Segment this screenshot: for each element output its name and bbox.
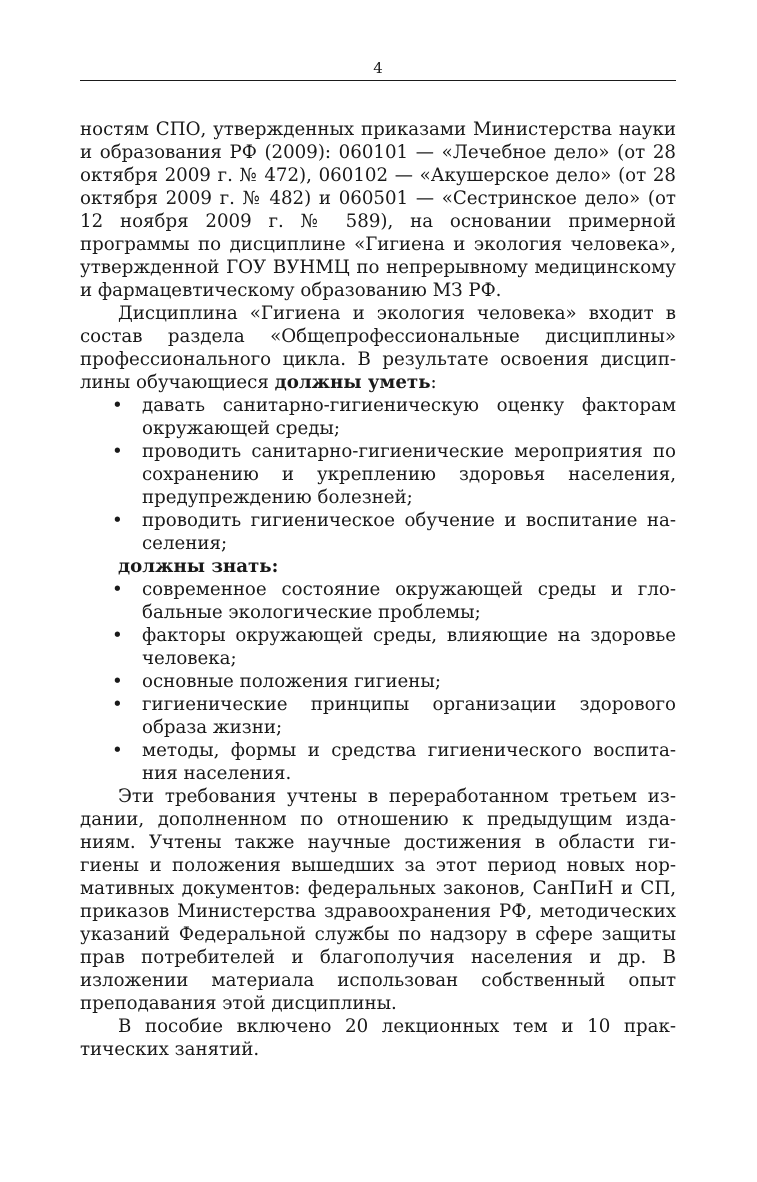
- skills-list: [80, 394, 676, 555]
- must-be-able-label: должны уметь: [274, 372, 431, 393]
- list-item: • проводить санитарно-гигиенические мероприятия по сохранению и укреплению здоровья населения, предупреждению болезней;: [80, 440, 676, 509]
- paragraph-requirements: Эти требования учтены в переработанном третьем издании, дополненном по отношению к предыдущим изданиям. Учтены также научные достижения в области гигиены и положения вышедших за этот период новых нормативных документов: федеральных законов, СанПиН и СП, приказов Министерства здравоохранения РФ, методических указаний Федеральной службы по надзору в сфере защиты прав потребителей и благополучия населения и др. В изложении материала использован собственный опыт преподавания этой дисциплины.: [80, 786, 676, 1014]
- paragraph-discipline: [80, 302, 676, 394]
- list-item: • гигиенические принципы организации здорового образа жизни;: [80, 693, 676, 739]
- header-rule: [80, 80, 676, 81]
- list-item: • давать санитарно-гигиеническую оценку факторам окружающей среды;: [80, 394, 676, 440]
- paragraph-contents: В пособие включено 20 лекционных тем и 10 практических занятий.: [80, 1016, 676, 1060]
- paragraph-discipline-text: Дисциплина «Гигиена и экология человека» входит в состав раздела «Общепрофессиональные дисциплины» профессионального цикла. В результате освоения дисциплины обучающиеся: [80, 303, 676, 393]
- knowledge-list: [80, 578, 676, 785]
- must-know-heading: должны знать:: [118, 556, 279, 577]
- paragraph-discipline-colon: :: [430, 372, 437, 393]
- list-item: • современное состояние окружающей среды и глобальные экологические проблемы;: [80, 578, 676, 624]
- list-item: • проводить гигиеническое обучение и воспитание населения;: [80, 509, 676, 555]
- page-number: 4: [373, 59, 383, 77]
- list-item: • методы, формы и средства гигиенического воспитания населения.: [80, 739, 676, 785]
- list-item: • основные положения гигиены;: [80, 670, 676, 693]
- list-item: • факторы окружающей среды, влияющие на здоровье человека;: [80, 624, 676, 670]
- page-body: [80, 118, 676, 1061]
- paragraph-continuation: ностям СПО, утвержденных приказами Министерства науки и образования РФ (2009): 060101 — «Лечебное дело» (от 28 октября 2009 г. № 472), 060102 — «Акушерское дело» (от 28 октября 2009 г. № 482) и 060501 — «Сестринское дело» (от 12 ноября 2009 г. № 589), на основании примерной программы по дисциплине «Гигиена и экология человека», утвержденной ГОУ ВУНМЦ по непрерывному медицинскому и фармацевтическому образованию МЗ РФ.: [80, 119, 676, 301]
